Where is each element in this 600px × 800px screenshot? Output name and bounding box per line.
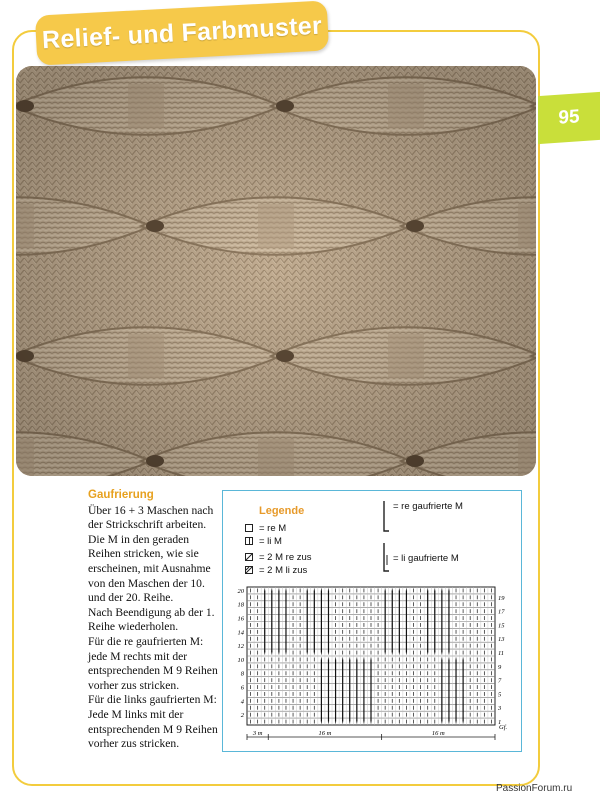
knitting-photo-image xyxy=(16,66,536,476)
row-label-right: 1 xyxy=(498,718,502,726)
row-label-left: 4 xyxy=(240,698,244,706)
row-label-right: 13 xyxy=(498,636,505,644)
site-watermark: PassionForum.ru xyxy=(496,783,573,794)
row-label-left: 10 xyxy=(237,656,244,664)
row-label-right: 7 xyxy=(498,677,502,685)
row-label-right: 5 xyxy=(498,691,502,699)
page-title: Relief- und Farbmuster xyxy=(41,11,323,54)
page-number: 95 xyxy=(558,106,580,129)
legend-purl: = li M xyxy=(259,536,282,547)
legend-knit-gauf: = re gaufrierte M xyxy=(393,501,463,512)
instructions-title: Gaufrierung xyxy=(88,489,154,501)
row-label-left: 6 xyxy=(240,684,244,692)
row-label-right: 3 xyxy=(498,705,502,713)
legend-knit: = re M xyxy=(259,523,287,534)
legend-p2tog: = 2 M li zus xyxy=(259,565,308,576)
row-label-left: 18 xyxy=(237,601,244,609)
row-label-right: 19 xyxy=(498,594,505,602)
knitting-chart xyxy=(223,491,523,753)
page-number-tab xyxy=(538,92,600,144)
row-label-right: 11 xyxy=(498,649,505,657)
knitting-photo xyxy=(16,66,536,476)
legend-k2tog: = 2 M re zus xyxy=(259,552,312,563)
instructions xyxy=(88,488,220,752)
row-label-left: 20 xyxy=(237,587,244,595)
chart-corner-label: Gf. xyxy=(499,724,508,731)
row-label-left: 2 xyxy=(240,712,244,720)
dimension-label-mid: 16 m xyxy=(318,730,332,737)
row-label-right: 9 xyxy=(498,663,502,671)
row-label-right: 15 xyxy=(498,622,505,630)
instructions-body: Über 16 + 3 Maschen nach der Strickschrift arbeiten. Die M in den geraden Reihen stricken, wie sie erscheinen, mit Ausnahme von den Maschen der 10. und der 20. Reihe. Nach Beendigung ab der 1. Reihe wiederholen. Für die re gaufrierten M: jede M rechts mit der entsprechenden M 9 Reihen vorher zus stricken. Für die links gaufrierten M: Jede M links mit der entsprechenden M 9 Reihen vorher zus stricken. xyxy=(88,503,218,751)
dimension-label-left: 3 m xyxy=(252,730,263,737)
row-label-right: 17 xyxy=(498,608,505,616)
row-label-left: 12 xyxy=(237,643,244,651)
legend-title: Legende xyxy=(259,505,305,517)
row-label-left: 8 xyxy=(240,670,244,678)
chart-box xyxy=(222,490,522,752)
row-label-left: 16 xyxy=(237,615,244,623)
row-label-left: 14 xyxy=(237,629,244,637)
legend-purl-gauf: = li gaufrierte M xyxy=(393,553,459,564)
dimension-label-right: 16 m xyxy=(431,730,445,737)
